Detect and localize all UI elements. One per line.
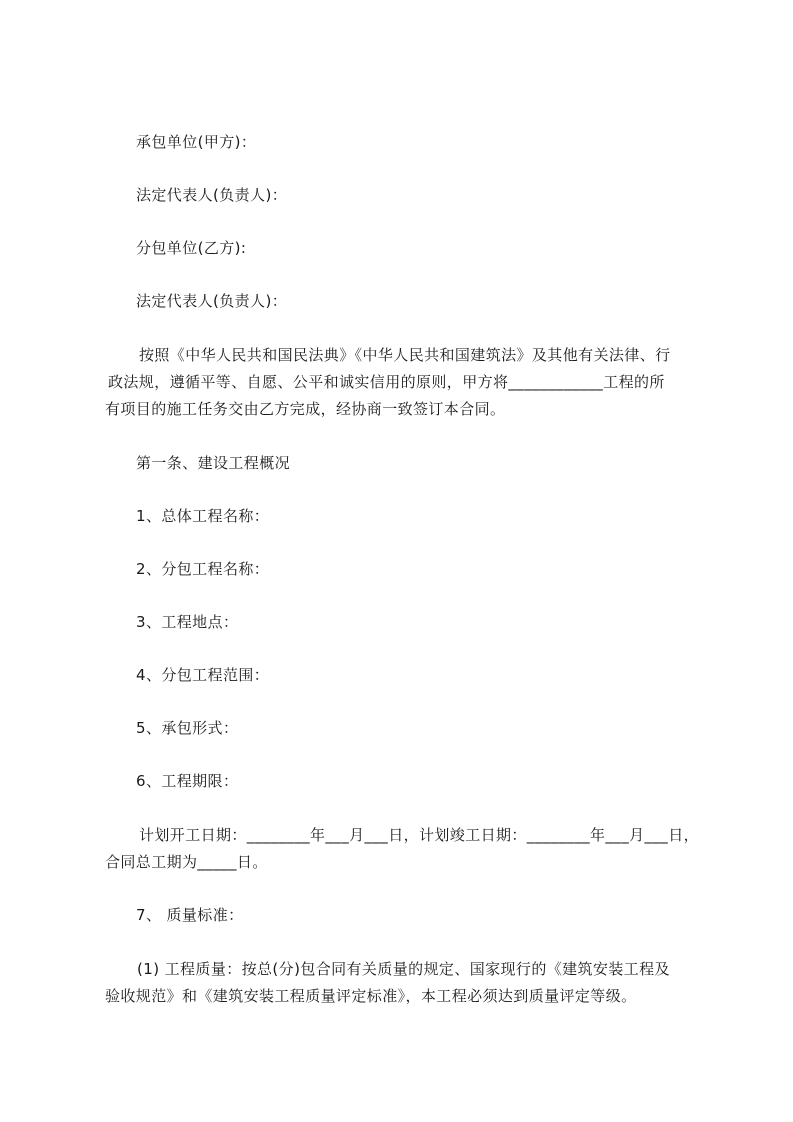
article-item: 4、分包工程范围： xyxy=(136,666,270,684)
subcontractor-rep-field: 法定代表人(负责人)： xyxy=(136,292,288,310)
quality-line-1: (1) 工程质量：按总(分)包合同有关质量的规定、国家现行的《建筑安装工程及 xyxy=(137,960,670,978)
subcontractor-field: 分包单位(乙方): xyxy=(136,239,247,257)
article-item: 6、工程期限： xyxy=(136,772,239,790)
schedule-line-2: 合同总工期为_____日。 xyxy=(105,853,268,871)
article-item: 3、工程地点： xyxy=(136,613,239,631)
preamble-line-3: 有项目的施工任务交由乙方完成，经协商一致签订本合同。 xyxy=(105,400,506,418)
preamble-line-2: 政法规，遵循平等、自愿、公平和诚实信用的原则，甲方将____________工程的所 xyxy=(108,373,665,391)
article-item: 5、承包形式： xyxy=(136,719,239,737)
article-item: 2、分包工程名称： xyxy=(136,560,270,578)
quality-line-2: 验收规范》和《建筑安装工程质量评定标准》，本工程必须达到质量评定等级。 xyxy=(105,987,637,1005)
article-1-title: 第一条、建设工程概况 xyxy=(136,454,291,472)
schedule-line-1: 计划开工日期：________年___月___日，计划竣工日期：________年___月___日， xyxy=(139,826,700,844)
contractor-rep-field: 法定代表人(负责人)： xyxy=(136,186,288,204)
article-item: 1、总体工程名称： xyxy=(136,507,270,525)
contractor-field: 承包单位(甲方)： xyxy=(136,133,257,151)
quality-standard-heading: 7、 质量标准： xyxy=(136,906,244,924)
preamble-line-1: 按照《中华人民共和国民法典》《中华人民共和国建筑法》及其他有关法律、行 xyxy=(139,346,671,364)
